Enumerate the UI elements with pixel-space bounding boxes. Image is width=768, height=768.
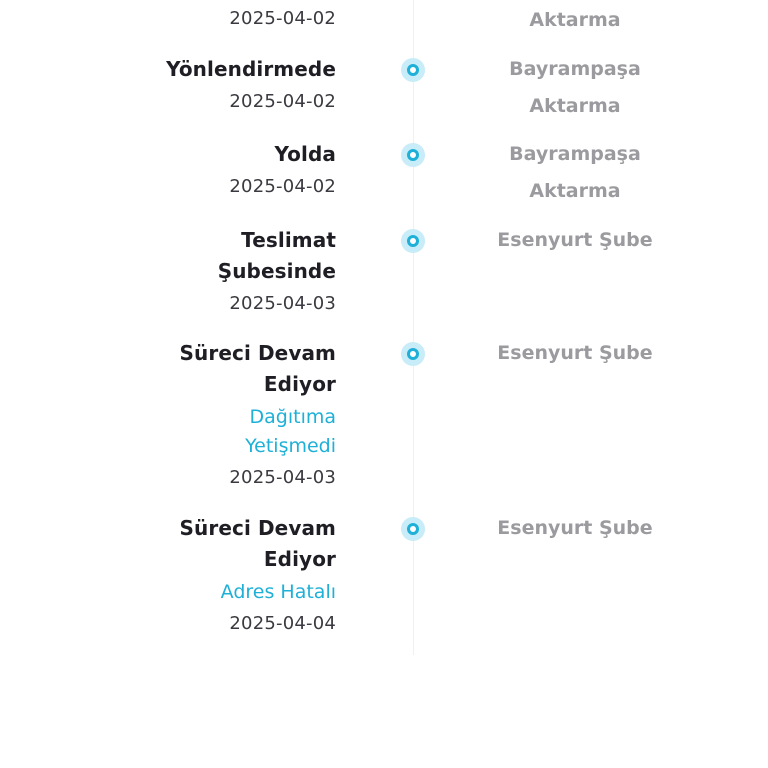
timeline-dot-icon [401, 342, 425, 366]
event-date: 2025-04-02 [229, 8, 336, 29]
timeline-dot-icon [401, 229, 425, 253]
timeline-line [413, 0, 414, 655]
timeline-dot-icon [401, 143, 425, 167]
event-location: Esenyurt Şube [497, 517, 653, 539]
event-location: Esenyurt Şube [497, 229, 653, 251]
event-status: Yolda [274, 142, 336, 166]
timeline-dot-icon [401, 517, 425, 541]
event-note: Dağıtıma Yetişmedi [245, 406, 336, 457]
event-note: Adres Hatalı [220, 581, 336, 603]
event-status: Teslimat Şubesinde [217, 228, 336, 283]
event-date: 2025-04-03 [229, 467, 336, 488]
event-status: Süreci Devam Ediyor [179, 341, 336, 396]
timeline-dot-icon [401, 58, 425, 82]
event-status: Süreci Devam Ediyor [179, 516, 336, 571]
event-location: Aktarma [529, 9, 621, 31]
event-date: 2025-04-02 [229, 91, 336, 112]
event-date: 2025-04-03 [229, 293, 336, 314]
event-status: Yönlendirmede [166, 57, 336, 81]
event-date: 2025-04-04 [229, 613, 336, 634]
event-date: 2025-04-02 [229, 176, 336, 197]
event-location: Bayrampaşa Aktarma [509, 143, 641, 202]
event-location: Bayrampaşa Aktarma [509, 58, 641, 117]
event-location: Esenyurt Şube [497, 342, 653, 364]
